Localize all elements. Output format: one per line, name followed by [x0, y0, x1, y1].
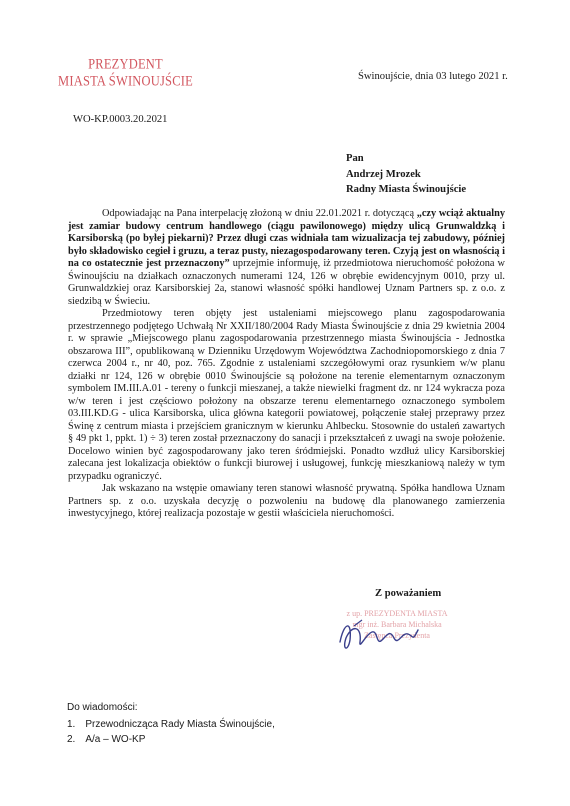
list-item: [67, 732, 275, 747]
paragraph-1-rest: uprzejmie informuję, iż przedmiotowa nieruchomość położona w Świnoujściu na działkach oznaczonych numerami 124, 126 w obrębie ewidencyjnym 0010, przy ul. Grunwaldzkiej oraz Karsiborskiej 2a, stanowi własność spółki handlowej Uznam Partners sp. z o.o. z siedzibą w Świeciu.: [68, 258, 505, 307]
sig-stamp-line-1: z up. PREZYDENTA MIASTA: [346, 609, 448, 618]
recipients-title: Do wiadomości:: [67, 702, 138, 713]
sig-stamp-line-2: mgr inż. Barbara Michalska: [352, 620, 442, 629]
sig-stamp-line-3: Zastępca Prezydenta: [364, 631, 430, 640]
recipient-text: Przewodnicząca Rady Miasta Świnoujście,: [85, 719, 275, 730]
letter-body: [68, 208, 505, 521]
recipient-number: 1.: [67, 719, 76, 730]
addressee-name: Andrzej Mrozek: [346, 168, 421, 180]
signature-stamp: [322, 608, 472, 678]
addressee-salutation: Pan: [346, 153, 364, 164]
addressee-title: Radny Miasta Świnoujście: [346, 184, 467, 195]
paragraph-2: Przedmiotowy teren objęty jest ustaleniami miejscowego planu zagospodarowania przestrzennego podjętego Uchwałą Nr XXII/180/2004 Rady Miasta Świnoujście z dnia 29 kwietnia 2004 r. w sprawie „Miejscowego planu zagospodarowania przestrzennego miasta Świnoujścia - Jednostka obszarowa III”, opublikowaną w Dzienniku Urzędowym Województwa Zachodniopomorskiego z dnia 7 czerwca 2004 r., nr 40, poz. 765. Zgodnie z ustaleniami szczegółowymi oraz rysunkiem w/w planu działki nr 124, 126 w obrębie 0010 Świnoujście są położone na terenie elementarnym oznaczonym symbolem IM.III.A.01 - tereny o funkcji mieszanej, a także niewielki fragment dz. nr 124 wykracza poza w/w teren i jest częściowo położony na obszarze terenu elementarnego oznaczonego symbolem 03.III.KD.G - ulica Karsiborska, ulica główna kategorii powiatowej, połączenie stałej przeprawy przez Świnę z centrum miasta i przejściem granicznym w kierunku Ahlbecku. Stosownie do ustaleń zawartych § 49 pkt 1, ppkt. 1) ÷ 3) teren został przeznaczony do sanacji i przekształceń z uwagi na swoje położenie. Docelowo winien być zagospodarowany jako teren śródmiejski. Ponadto wzdłuż ulicy Karsiborskiej zalecana jest lokalizacja obiektów o funkcji biurowej i usługowej, funkcję mieszkaniową należy w tym przypadku ograniczyć.: [68, 308, 505, 482]
paragraph-1-intro: Odpowiadając na Pana interpelację złożoną w dniu 22.01.2021 r. dotyczącą: [102, 208, 417, 219]
stamp-line-2: MIASTA ŚWINOUJŚCIE: [58, 73, 193, 90]
recipient-number: 2.: [67, 734, 76, 745]
paragraph-3: Jak wskazano na wstępie omawiany teren stanowi własność prywatną. Spółka handlowa Uznam Partners sp. z o.o. uzyskała decyzję o pozwoleniu na budowę dla planowanego zamierzenia inwestycyjnego, której realizacja pozostaje w gestii właściciela nieruchomości.: [68, 483, 505, 519]
reference-number: WO-KP.0003.20.2021: [73, 114, 168, 125]
recipients-block: [67, 700, 275, 747]
paragraph-1-quote: „czy wciąż aktualny jest zamiar budowy centrum handlowego (ciągu pawilonowego) między ulicą Grunwaldzką i Karsiborską (po byłej piekarni)? Przez długi czas widniała tam wizualizacja tej zabudowy, później było składowisko cegieł i gruzu, a teraz pusty, niezagospodarowany teren. Czyją jest on własnością i na co ostatecznie jest przeznaczony”: [68, 208, 505, 269]
paragraph-1: [68, 208, 505, 308]
handwritten-signature: [332, 612, 422, 662]
recipient-text: A/a – WO-KP: [85, 734, 146, 745]
list-item: [67, 717, 275, 732]
letter-date: Świnoujście, dnia 03 lutego 2021 r.: [358, 71, 508, 82]
closing-phrase: Z poważaniem: [375, 588, 442, 599]
stamp-line-1: PREZYDENT: [88, 55, 163, 72]
addressee-block: [346, 151, 466, 198]
mayor-header-stamp: [58, 56, 193, 91]
